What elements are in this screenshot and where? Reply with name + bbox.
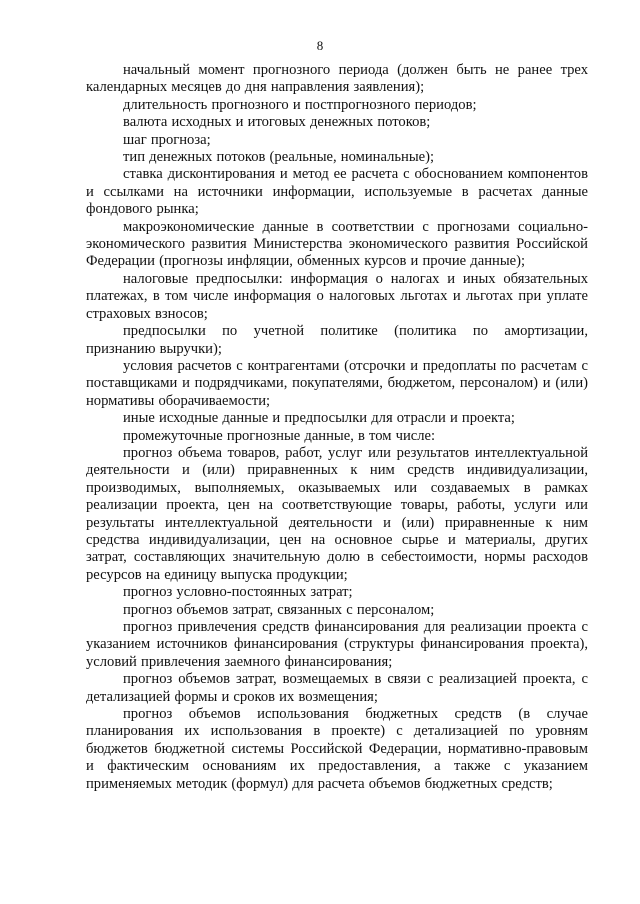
paragraph: налоговые предпосылки: информация о налогах и иных обязательных платежах, в том числе информация о налоговых льготах и льготах при уплате страховых взносов; (86, 270, 588, 322)
paragraph: иные исходные данные и предпосылки для отрасли и проекта; (123, 410, 515, 427)
page-number: 8 (316, 38, 324, 53)
paragraph: прогноз условно-постоянных затрат; (123, 584, 353, 601)
paragraph: прогноз привлечения средств финансирования для реализации проекта с указанием источников финансирования (структуры финансирования проекта), условий привлечения заемного финансирования; (86, 619, 588, 670)
paragraph: прогноз объемов использования бюджетных средств (в случае планирования их использования в проекте) с детализацией по уровням бюджетов бюджетной системы Российской Федерации, нормативно-правовым и фактическим основаниям их предоставления, а также с указанием применяемых методик (формул) для расчета объемов бюджетных средств; (86, 706, 588, 792)
paragraph: шаг прогноза; (123, 131, 211, 148)
paragraph: прогноз объема товаров, работ, услуг или результатов интеллектуальной деятельности и (или) приравненных к ним средств индивидуализации, производимых, выполняемых, оказываемых или создаваемых в рамках реализации проекта, цен на соответствующие товары, работы, услуги или результаты интеллектуальной деятельности и (или) приравненные к ним средства индивидуализации, цен на основное сырье и материалы, других затрат, составляющих значительную долю в себестоимости, нормы расходов ресурсов на единицу выпуска продукции; (86, 444, 588, 583)
paragraph: прогноз объемов затрат, связанных с персоналом; (123, 601, 435, 618)
paragraph: макроэкономические данные в соответствии с прогнозами социально-экономического развития Министерства экономического развития Российской Федерации (прогнозы инфляции, обменных курсов и прочие данные); (86, 218, 588, 270)
paragraph: предпосылки по учетной политике (политика по амортизации, признанию выручки); (86, 323, 588, 357)
paragraph: начальный момент прогнозного периода (должен быть не ранее трех календарных месяцев до дня направления заявления); (86, 62, 588, 96)
document-body (86, 62, 588, 793)
paragraph: валюта исходных и итоговых денежных потоков; (123, 114, 431, 131)
paragraph: длительность прогнозного и постпрогнозного периодов; (123, 96, 477, 113)
paragraph: промежуточные прогнозные данные, в том числе: (123, 427, 436, 444)
paragraph: условия расчетов с контрагентами (отсрочки и предоплаты по расчетам с поставщиками и подрядчиками, покупателями, бюджетом, персоналом) и (или) нормативы оборачиваемости; (86, 357, 588, 409)
paragraph: прогноз объемов затрат, возмещаемых в связи с реализацией проекта, с детализацией формы и сроков их возмещения; (86, 671, 588, 705)
paragraph: тип денежных потоков (реальные, номинальные); (123, 149, 435, 166)
paragraph: ставка дисконтирования и метод ее расчета с обоснованием компонентов и ссылками на источники информации, используемые в расчетах данные фондового рынка; (86, 166, 588, 218)
